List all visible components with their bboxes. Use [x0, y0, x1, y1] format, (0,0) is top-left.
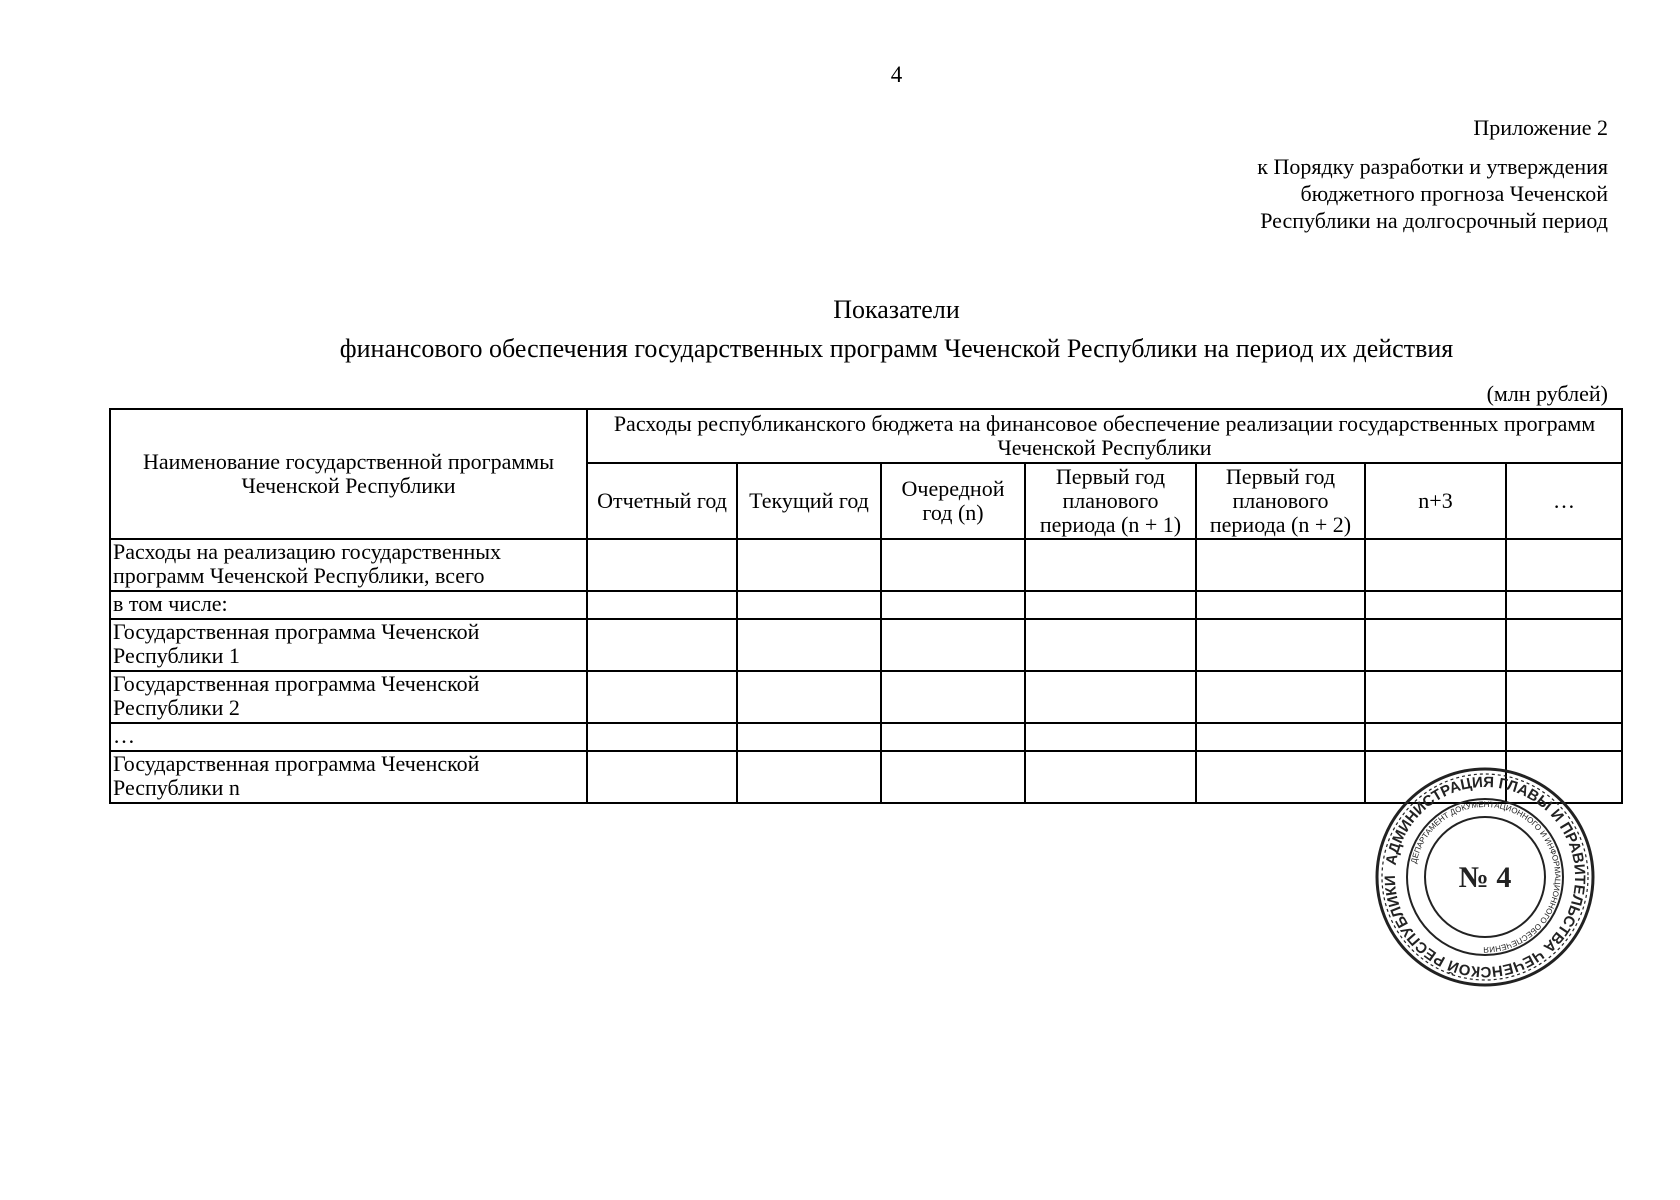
official-seal — [1373, 765, 1597, 989]
column-header-n3: n+3 — [1365, 463, 1506, 539]
table-cell — [1025, 619, 1196, 671]
table-cell — [1196, 539, 1365, 591]
table-cell — [1365, 591, 1506, 619]
group-header: Расходы республиканского бюджета на финансовое обеспечение реализации государственных программ Чеченской Республики — [587, 409, 1622, 463]
table-cell — [1506, 539, 1622, 591]
table-cell — [1025, 723, 1196, 751]
row-label: в том числе: — [110, 591, 587, 619]
table-row — [110, 671, 1622, 723]
row-label: Государственная программа Чеченской Республики 1 — [110, 619, 587, 671]
table-cell — [737, 619, 881, 671]
table-cell — [587, 539, 737, 591]
table-cell — [587, 671, 737, 723]
seal-inner-text: ДЕПАРТАМЕНТ ДОКУМЕНТАЦИОННОГО И ИНФОРМАЦИОННОГО ОБЕСПЕЧЕНИЯ — [1409, 799, 1563, 955]
table-cell — [587, 591, 737, 619]
table-cell — [881, 539, 1025, 591]
table-cell — [1365, 723, 1506, 751]
appendix-line: бюджетного прогноза Чеченской — [1300, 181, 1608, 206]
indicators-table — [109, 408, 1623, 804]
table-cell — [1196, 619, 1365, 671]
column-header-current-year: Текущий год — [737, 463, 881, 539]
column-header-reporting-year: Отчетный год — [587, 463, 737, 539]
table-cell — [1025, 671, 1196, 723]
appendix-block — [1257, 114, 1608, 234]
name-column-header: Наименование государственной программы Чеченской Республики — [110, 409, 587, 539]
column-header-ellipsis: … — [1506, 463, 1622, 539]
row-label: Государственная программа Чеченской Республики n — [110, 751, 587, 803]
column-header-plan-n1: Первый год планового периода (n + 1) — [1025, 463, 1196, 539]
seal-outer-text: АДМИНИСТРАЦИЯ ГЛАВЫ И ПРАВИТЕЛЬСТВА ЧЕЧЕНСКОЙ РЕСПУБЛИКИ — [1381, 773, 1589, 981]
table-cell — [881, 619, 1025, 671]
table-cell — [1025, 591, 1196, 619]
table-cell — [737, 539, 881, 591]
row-label: Расходы на реализацию государственных программ Чеченской Республики, всего — [110, 539, 587, 591]
table-cell — [1196, 723, 1365, 751]
table-cell — [1365, 539, 1506, 591]
table-cell — [737, 751, 881, 803]
table-cell — [881, 723, 1025, 751]
table-cell — [587, 723, 737, 751]
table-cell — [1506, 723, 1622, 751]
table-cell — [737, 671, 881, 723]
table-cell — [737, 723, 881, 751]
table-cell — [587, 751, 737, 803]
table-cell — [1025, 751, 1196, 803]
table-cell — [1025, 539, 1196, 591]
table-cell — [881, 751, 1025, 803]
appendix-line: к Порядку разработки и утверждения — [1257, 154, 1608, 179]
table-cell — [587, 619, 737, 671]
row-label: … — [110, 723, 587, 751]
table-cell — [1506, 591, 1622, 619]
title-line-1: Показатели — [833, 295, 960, 324]
table-cell — [1506, 671, 1622, 723]
table-cell — [881, 591, 1025, 619]
title-line-2: финансового обеспечения государственных программ Чеченской Республики на период их действия — [339, 334, 1454, 363]
units-label: (млн рублей) — [1486, 381, 1608, 406]
table-row — [110, 619, 1622, 671]
table-row — [110, 723, 1622, 751]
page-number: 4 — [890, 62, 903, 87]
table-row — [110, 539, 1622, 591]
seal-number: № 4 — [1458, 861, 1512, 894]
table-cell — [1196, 591, 1365, 619]
table-cell — [1365, 619, 1506, 671]
appendix-title: Приложение 2 — [1473, 115, 1608, 140]
table-row — [110, 591, 1622, 619]
column-header-plan-n2: Первый год планового периода (n + 2) — [1196, 463, 1365, 539]
appendix-line: Республики на долгосрочный период — [1260, 208, 1608, 233]
row-label: Государственная программа Чеченской Республики 2 — [110, 671, 587, 723]
table-cell — [881, 671, 1025, 723]
table-cell — [1506, 619, 1622, 671]
table-cell — [1196, 671, 1365, 723]
table-cell — [1196, 751, 1365, 803]
table-cell — [1365, 671, 1506, 723]
table-cell — [737, 591, 881, 619]
column-header-next-year: Очередной год (n) — [881, 463, 1025, 539]
document-title — [0, 290, 1680, 368]
